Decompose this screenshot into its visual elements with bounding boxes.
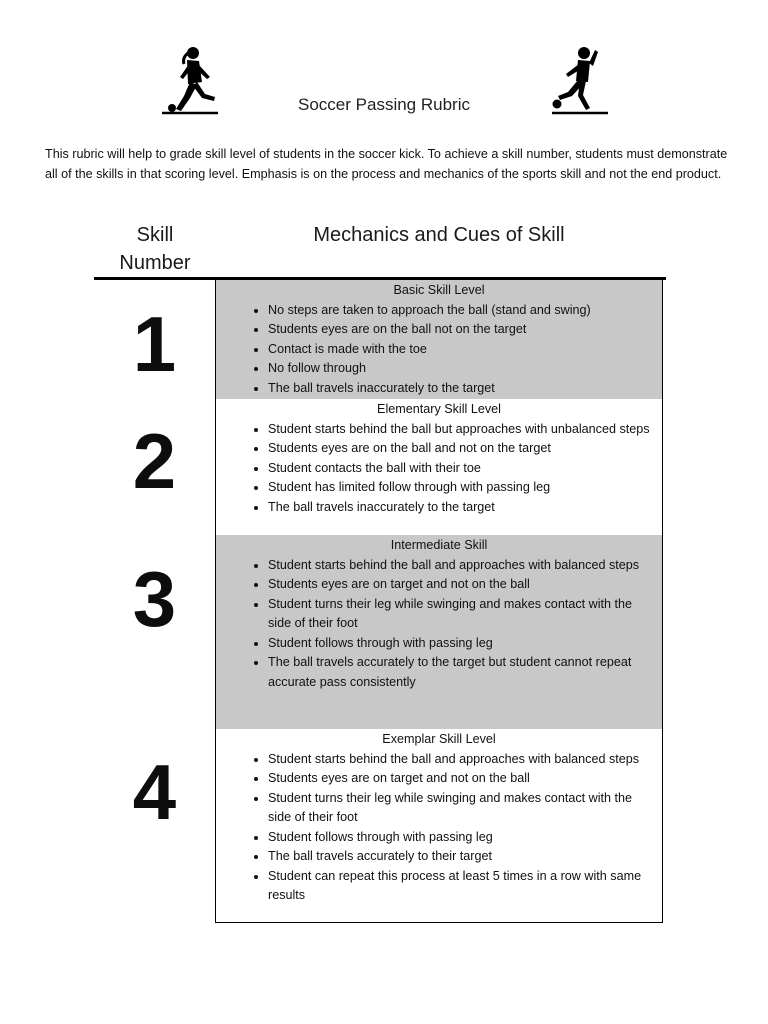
level-title: Elementary Skill Level xyxy=(377,402,501,416)
skill-number: 3 xyxy=(132,555,177,643)
skill-level-block xyxy=(216,399,662,535)
cue-list xyxy=(216,556,662,693)
cue-item: • Student can repeat this process at least 5 times in a row with same results xyxy=(268,867,654,906)
rubric-table xyxy=(215,280,663,923)
cue-item: • Students eyes are on the ball not on the target xyxy=(268,320,654,340)
cue-item: • Student has limited follow through with passing leg xyxy=(268,478,654,498)
cue-item: • Student turns their leg while swinging and makes contact with the side of their foot xyxy=(268,595,654,634)
skill-level-block xyxy=(216,535,662,729)
cue-list xyxy=(216,420,662,518)
cue-item: • The ball travels accurately to their target xyxy=(268,847,654,867)
cue-list xyxy=(216,301,662,399)
level-title: Exemplar Skill Level xyxy=(382,732,496,746)
page-title: Soccer Passing Rubric xyxy=(298,95,470,114)
cue-item: • The ball travels inaccurately to the target xyxy=(268,379,654,399)
cue-item: • Student starts behind the ball but approaches with unbalanced steps xyxy=(268,420,654,440)
cue-item: • No steps are taken to approach the ball (stand and swing) xyxy=(268,301,654,321)
skill-level-block xyxy=(216,729,662,922)
skill-number: 2 xyxy=(132,417,177,505)
intro-paragraph: This rubric will help to grade skill level of students in the soccer kick. To achieve a skill number, students must demonstrate all of the skills in that scoring level. Emphasis is on the process and mechanics of the sports skill and not the end product. xyxy=(45,147,728,181)
cue-item: • Student contacts the ball with their toe xyxy=(268,459,654,479)
cue-item: • Student turns their leg while swinging and makes contact with the side of their foot xyxy=(268,789,654,828)
skill-level-block xyxy=(216,280,662,399)
skill-number: 1 xyxy=(132,300,177,388)
skill-number: 4 xyxy=(132,748,177,836)
skill-number-column xyxy=(94,280,215,924)
cue-item: • Student follows through with passing leg xyxy=(268,828,654,848)
cue-item: • The ball travels inaccurately to the target xyxy=(268,498,654,518)
skill-header-line2: Number xyxy=(119,252,191,274)
mechanics-header: Mechanics and Cues of Skill xyxy=(313,224,565,246)
cue-item: • Contact is made with the toe xyxy=(268,340,654,360)
level-title: Basic Skill Level xyxy=(393,283,485,297)
cue-item: • No follow through xyxy=(268,359,654,379)
cue-item: • Student starts behind the ball and approaches with balanced steps xyxy=(268,750,654,770)
skill-number-header xyxy=(102,221,208,277)
cue-item: • Student follows through with passing leg xyxy=(268,634,654,654)
cue-item: • Student starts behind the ball and approaches with balanced steps xyxy=(268,556,654,576)
cue-item: • Students eyes are on target and not on the ball xyxy=(268,575,654,595)
skill-header-line1: Skill xyxy=(136,224,174,246)
cue-item: • The ball travels accurately to the target but student cannot repeat accurate pass consistently xyxy=(268,653,654,692)
cue-item: • Students eyes are on the ball and not on the target xyxy=(268,439,654,459)
level-title: Intermediate Skill xyxy=(390,538,488,552)
cue-list xyxy=(216,750,662,906)
cue-item: • Students eyes are on target and not on the ball xyxy=(268,769,654,789)
